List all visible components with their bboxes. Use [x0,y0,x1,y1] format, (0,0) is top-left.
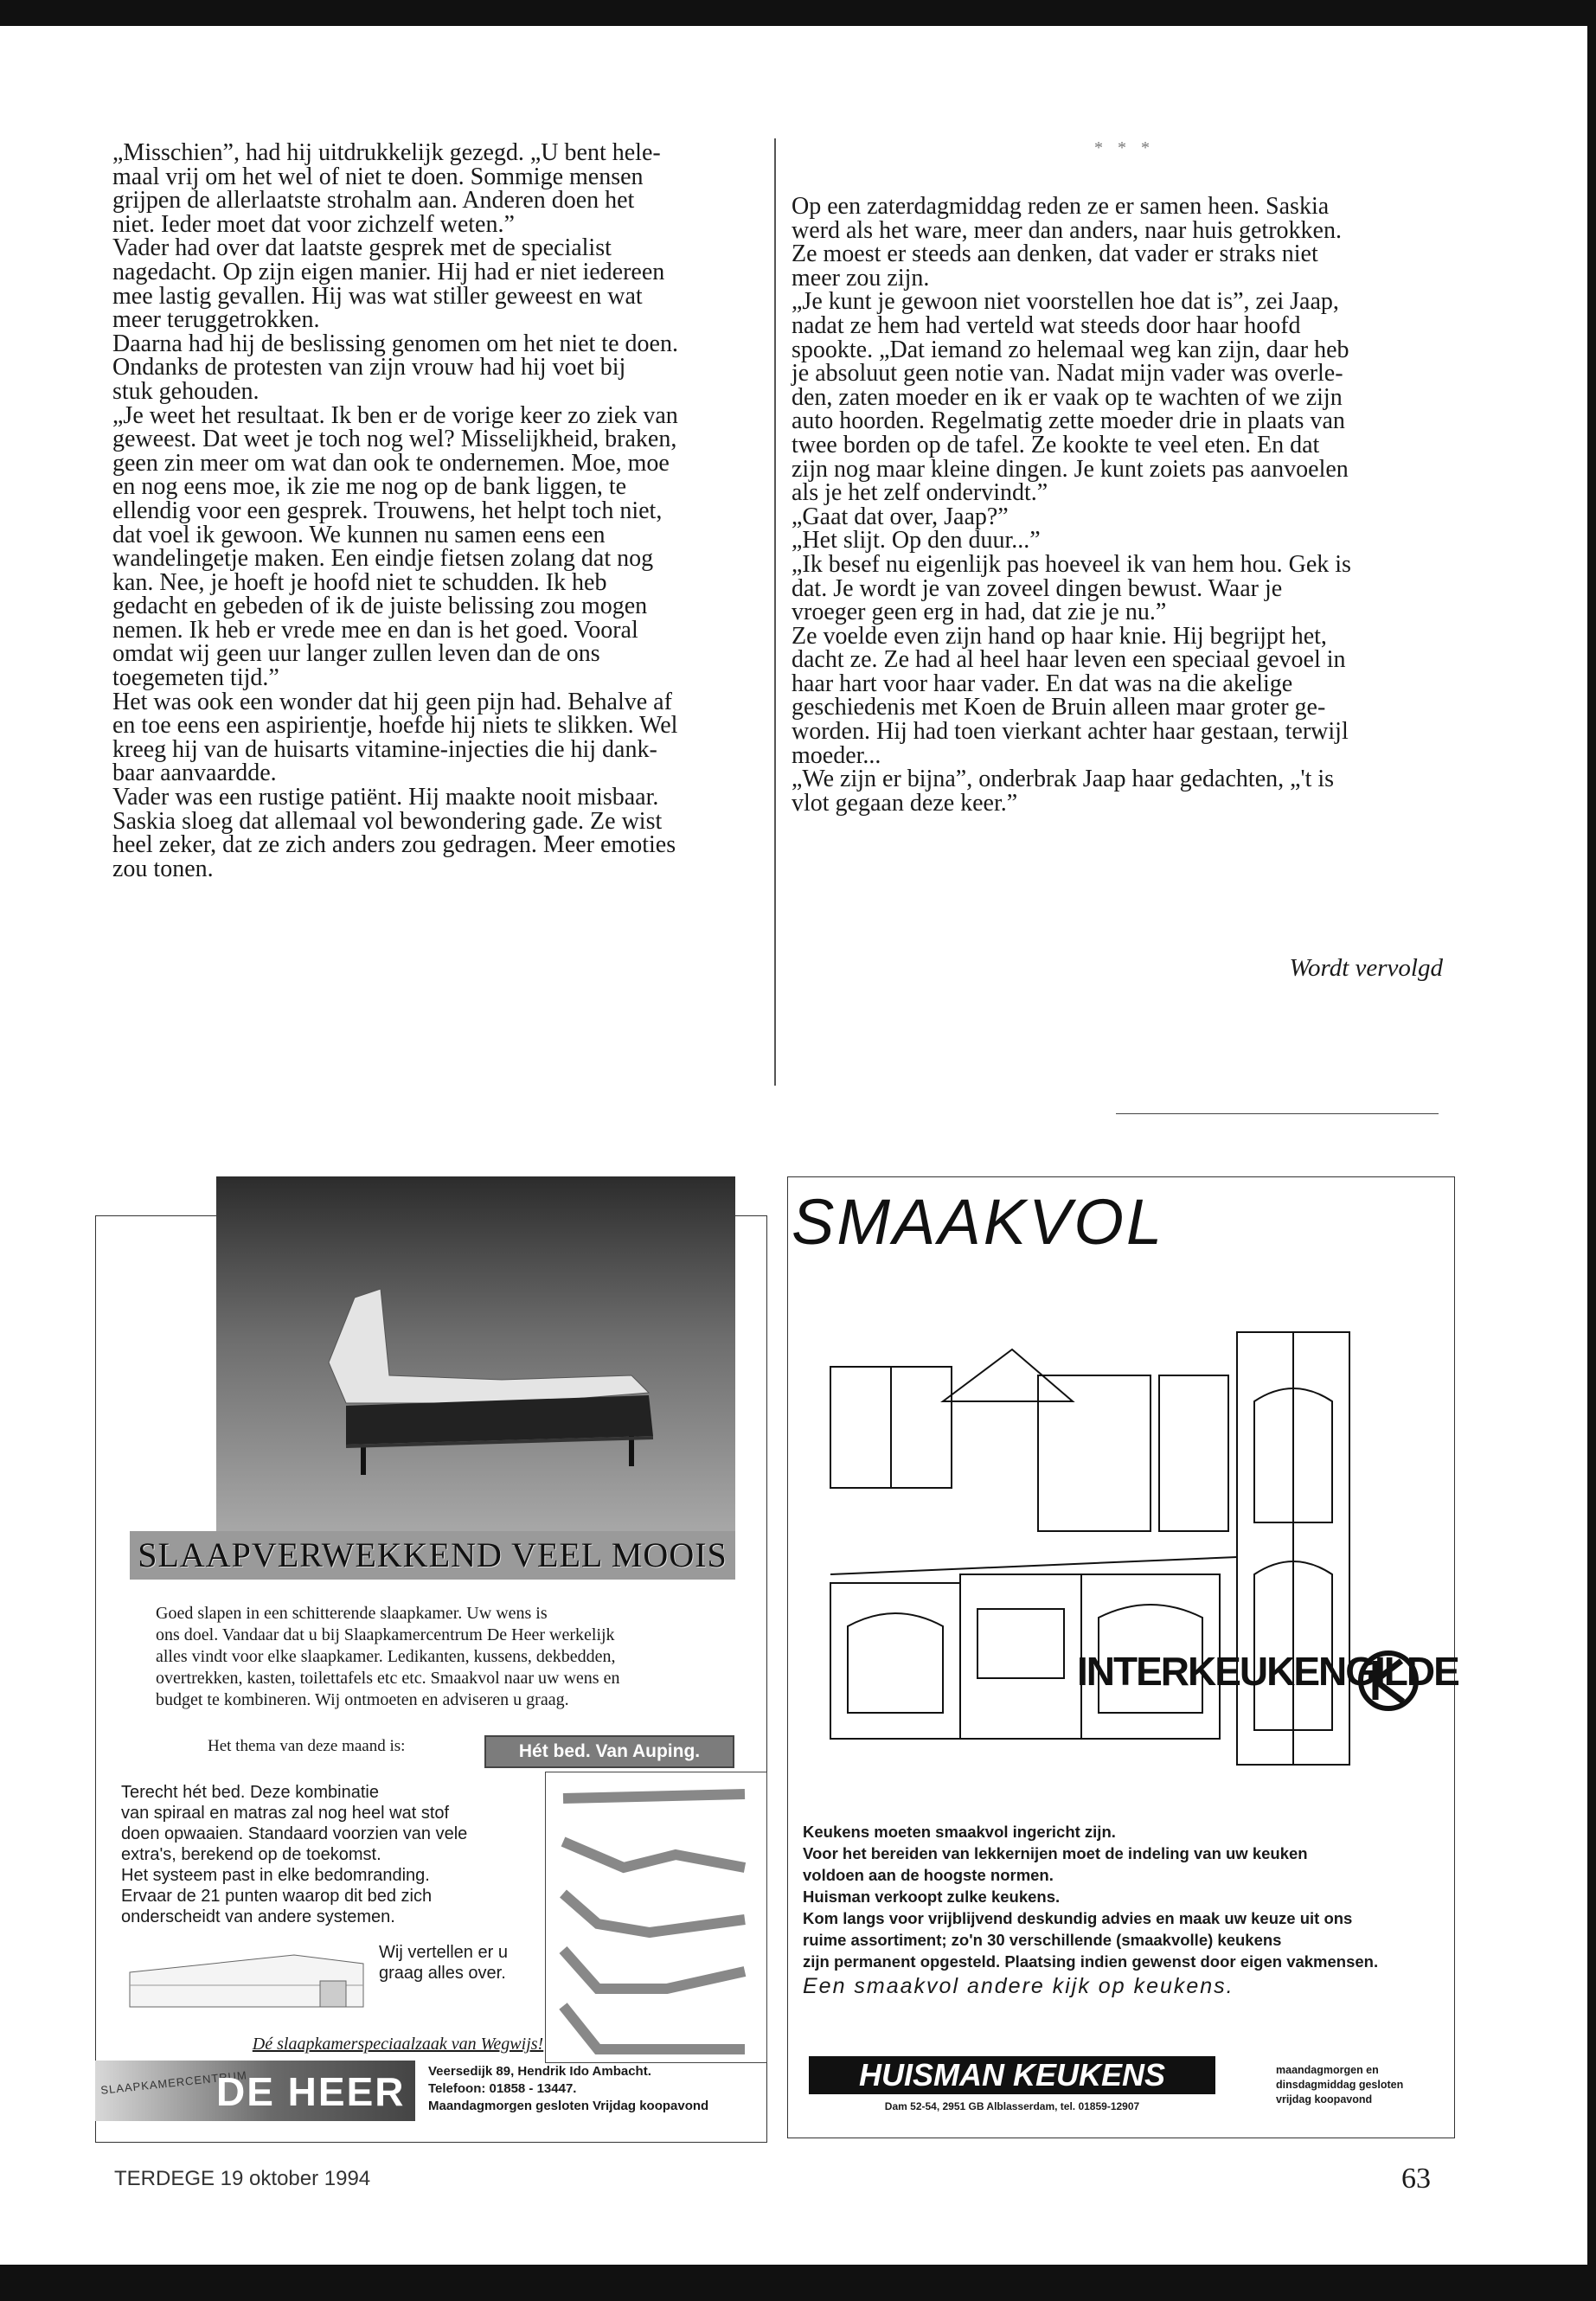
text-line: zijn nog maar kleine dingen. Je kunt zoiets pas aanvoelen [792,455,1349,483]
text-line: meer teruggetrokken. [112,306,320,334]
text-line: Ondanks de protesten van zijn vrouw had hij voet bij [112,354,626,381]
hours-line: maandagmorgen en [1276,2064,1379,2076]
ad-line: zijn permanent opgesteld. Plaatsing indien gewenst door eigen vakmensen. [803,1952,1379,1971]
ikg-emblem-icon [1358,1648,1419,1713]
adjustable-bed-illustration [216,1176,735,1534]
text-line: „Gaat dat over, Jaap?” [792,503,1009,530]
continued-note: Wordt vervolgd [1289,954,1443,982]
text-line: als je het zelf ondervindt.” [792,479,1048,507]
text-line: stuk gehouden. [112,377,260,405]
text-line: Vader had over dat laatste gesprek met de specialist [112,234,612,262]
text-line: je absoluut geen notie van. Nadat mijn vader was overle- [792,360,1343,388]
text-line: Ze moest er steeds aan denken, dat vader er straks niet [792,240,1318,268]
ad-line: Terecht hét bed. Deze kombinatie [121,1783,379,1802]
ad-line: Keukens moeten smaakvol ingericht zijn. [803,1823,1116,1841]
ad-line: onderscheidt van andere systemen. [121,1907,395,1926]
text-line: geschiedenis met Koen de Bruin alleen maar groter ge- [792,694,1326,721]
text-line: „Ik besef nu eigenlijk pas hoeveel ik van hem hou. Gek is [792,550,1351,578]
text-line: Vader was een rustige patiënt. Hij maakte nooit misbaar. [112,784,659,811]
ad-banner: SLAAPVERWEKKEND VEEL MOOIS [130,1531,735,1580]
text-line: haar hart voor haar vader. En dat was na die akelige [792,670,1293,697]
right-border [1587,0,1596,2301]
text-line: nemen. Ik heb er vrede mee en dan is het goed. Vooral [112,616,638,644]
text-line: toegemeten tijd.” [112,664,279,692]
ad-line: Kom langs voor vrijblijvend deskundig advies en maak uw keuze uit ons [803,1909,1353,1927]
text-line: Op een zaterdagmiddag reden ze er samen heen. Saskia [792,193,1330,220]
address-line: Telefoon: 01858 - 13447. [428,2081,577,2096]
text-line: geen zin meer om wat dan ook te ondernemen. Moe, moe [112,449,670,477]
huisman-logo: HUISMAN KEUKENS [809,2056,1215,2094]
text-line: vroeger geen erg in had, dat zie je nu.” [792,599,1167,626]
huisman-address: Dam 52-54, 2951 GB Alblasserdam, tel. 01859-12907 [884,2100,1140,2112]
kitchen-ad-text [803,1821,1443,1972]
bottom-border [0,2265,1596,2301]
text-line: vlot gegaan deze keer.” [792,789,1018,817]
ad-line: graag alles over. [379,1964,506,1983]
ad-line: van spiraal en matras zal nog heel wat stof [121,1804,450,1823]
opening-hours [1276,2063,1445,2107]
article-left-column [112,141,770,881]
text-line: nadat ze hem had verteld wat steeds door haar hoofd [792,311,1301,339]
hours-line: dinsdagmiddag gesloten [1276,2079,1404,2091]
text-line: grijpen de allerlaatste strohalm aan. Anderen doen het [112,187,635,215]
ad-line: ruime assortiment; zo'n 30 verschillende (smaakvolle) keukens [803,1931,1282,1949]
text-line: en toe eens een aspirientje, hoefde hij niets te slikken. Wel [112,712,678,740]
text-line: „Je kunt je gewoon niet voorstellen hoe dat is”, zei Jaap, [792,288,1339,316]
text-line: ellendig voor een gesprek. Trouwens, het helpt toch niet, [112,497,663,524]
hours-line: vrijdag koopavond [1276,2093,1373,2106]
ad-line: Het systeem past in elke bedomranding. [121,1866,430,1885]
text-line: zou tonen. [112,855,214,882]
theme-label: Het thema van deze maand is: [208,1737,406,1755]
article-bottom-rule [1116,1113,1439,1114]
page-number: 63 [1401,2163,1431,2195]
text-line: twee borden op de tafel. Ze kookte te veel eten. En dat [792,431,1320,458]
text-line: en nog eens moe, ik zie me nog op de bank liggen, te [112,473,627,501]
text-line: nagedacht. Op zijn eigen manier. Hij had er niet iedereen [112,258,665,285]
ad-line: alles vindt voor elke slaapkamer. Ledikanten, kussens, dekbedden, [156,1647,616,1666]
ad-line: voldoen aan de hoogste normen. [803,1866,1054,1884]
text-line: geweest. Dat weet je toch nog wel? Misselijkheid, braken, [112,426,677,453]
text-line: den, zaten moeder en ik er vaak op te wachten of we zijn [792,383,1343,411]
text-line: „Je weet het resultaat. Ik ben er de vorige keer zo ziek van [112,401,678,429]
ad-tagline: Dé slaapkamerspeciaalzaak van Wegwijs! [252,2035,544,2054]
store-building-icon [121,1938,372,2016]
ad-line: Wij vertellen er u [379,1943,508,1962]
text-line: „Het slijt. Op den duur...” [792,527,1041,554]
article-right-column [792,195,1449,815]
kitchen-slogan: Een smaakvol andere kijk op keukens. [803,1974,1234,1998]
text-line: kreeg hij van de huisarts vitamine-injecties die hij dank- [112,735,657,763]
bed-positions-icon [546,1772,766,2062]
text-line: Ze voelde even zijn hand op haar knie. Hij begrijpt het, [792,622,1327,650]
bed-photo [216,1176,735,1534]
text-line: gedacht en gebeden of ik de juiste belissing zou mogen [112,593,648,620]
ad-line: ons doel. Vandaar dat u bij Slaapkamercentrum De Heer werkelijk [156,1625,615,1644]
ad-line: Huisman verkoopt zulke keukens. [803,1888,1061,1906]
ad-line: doen opwaaien. Standaard voorzien van vele [121,1824,468,1843]
text-line: wandelingetje maken. Een eindje fietsen zolang dat nog [112,545,654,573]
interkeukengilde-logo [1077,1648,1458,1717]
text-line: spookte. „Dat iemand zo helemaal weg kan zijn, daar heb [792,336,1349,363]
text-line: „We zijn er bijna”, onderbrak Jaap haar gedachten, „'t is [792,766,1335,793]
address-line: Maandagmorgen gesloten Vrijdag koopavond [428,2099,709,2113]
ad-body-text [121,1782,528,1927]
text-line: heel zeker, dat ze zich anders zou gedragen. Meer emoties [112,831,676,859]
ad-intro-text [156,1603,744,1711]
brand-name: INTERKEUKENGILDE [1077,1649,1458,1694]
text-line: dacht ze. Ze had al heel haar leven een speciaal gevoel in [792,646,1346,674]
theme-badge: Hét bed. Van Auping. [484,1735,734,1768]
ad-headline: SMAAKVOL [792,1186,1165,1258]
ad-line: Voor het bereiden van lekkernijen moet de indeling van uw keuken [803,1844,1308,1862]
store-building [121,1938,372,2016]
store-address [428,2063,761,2115]
ad-line: budget te kombineren. Wij ontmoeten en adviseren u graag. [156,1690,569,1709]
text-line: moeder... [792,741,881,769]
publication-footer: TERDEGE 19 oktober 1994 [114,2167,371,2190]
ad-line: extra's, berekend op de toekomst. [121,1845,381,1864]
text-line: „Misschien”, had hij uitdrukkelijk gezegd. „U bent hele- [112,139,661,166]
de-heer-logo: DE HEER [216,2069,406,2114]
ad-line: overtrekken, kasten, toilettafels etc etc. Smaakvol naar uw wens en [156,1669,620,1688]
text-line: niet. Ieder moet dat voor zichzelf weten.” [112,210,515,238]
address-line: Veersedijk 89, Hendrik Ido Ambacht. [428,2064,651,2079]
text-line: maal vrij om het wel of niet te doen. Sommige mensen [112,163,644,190]
ad-closing-text [379,1942,552,1984]
text-line: dat. Je wordt je van zoveel dingen bewust. Waar je [792,574,1283,602]
text-line: Saskia sloeg dat allemaal vol bewondering gade. Ze wist [112,807,663,835]
text-line: werd als het ware, meer dan anders, naar huis getrokken. [792,216,1342,244]
top-border [0,0,1596,26]
ad-line: Ervaar de 21 punten waarop dit bed zich [121,1887,433,1906]
section-separator: * * * [1094,138,1155,157]
ad-line: Goed slapen in een schitterende slaapkamer. Uw wens is [156,1604,548,1623]
text-line: kan. Nee, je hoeft je hoofd niet te schudden. Ik heb [112,568,607,596]
text-line: Het was ook een wonder dat hij geen pijn had. Behalve af [112,688,672,715]
text-line: baar aanvaardde. [112,760,277,787]
bed-position-diagrams [545,1772,767,2063]
text-line: worden. Hij had toen vierkant achter haar gestaan, terwijl [792,718,1349,746]
text-line: Daarna had hij de beslissing genomen om het niet te doen. [112,330,678,357]
text-line: meer zou zijn. [792,264,930,292]
text-line: mee lastig gevallen. Hij was wat stiller geweest en wat [112,282,643,310]
text-line: dat voel ik gewoon. We kunnen nu samen eens een [112,521,606,548]
text-line: auto hoorden. Regelmatig zette moeder drie in plaats van [792,407,1345,435]
logo-small-text: SLAAPKAMERCENTRUM [99,2068,248,2097]
column-divider [774,138,776,1086]
text-line: omdat wij geen uur langer zullen leven dan de ons [112,640,600,668]
